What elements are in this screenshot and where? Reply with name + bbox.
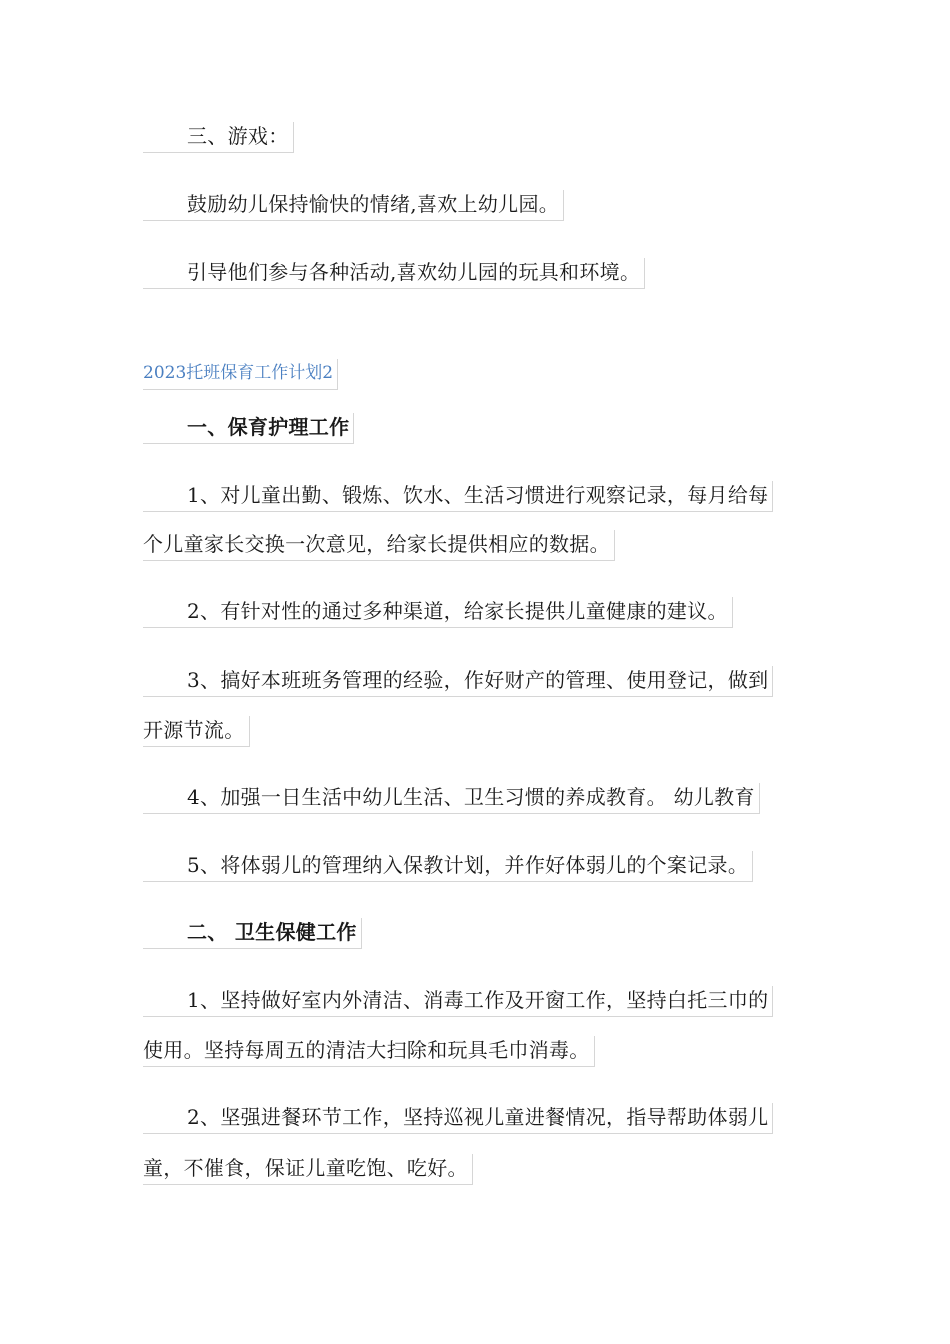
document-title-link[interactable]: 2023托班保育工作计划2 [143,359,338,390]
heading-health-work: 二、 卫生保健工作 [143,918,362,949]
paragraph-line: 2、有针对性的通过多种渠道，给家长提供儿童健康的建议。 [143,597,733,628]
paragraph-line: 1、对儿童出勤、锻炼、饮水、生活习惯进行观察记录，每月给每 [143,481,773,512]
paragraph-line: 5、将体弱儿的管理纳入保教计划，并作好体弱儿的个案记录。 [143,851,753,882]
paragraph-line: 开源节流。 [143,716,250,747]
paragraph-line: 2、坚强进餐环节工作，坚持巡视儿童进餐情况，指导帮助体弱儿 [143,1103,773,1134]
paragraph-line: 鼓励幼儿保持愉快的情绪,喜欢上幼儿园。 [143,190,564,221]
paragraph-line: 使用。坚持每周五的清洁大扫除和玩具毛巾消毒。 [143,1036,595,1067]
section-title-games: 三、游戏： [143,122,294,153]
paragraph-line: 3、搞好本班班务管理的经验，作好财产的管理、使用登记，做到 [143,666,773,697]
paragraph-line: 引导他们参与各种活动,喜欢幼儿园的玩具和环境。 [143,258,645,289]
paragraph-line: 4、加强一日生活中幼儿生活、卫生习惯的养成教育。 幼儿教育 [143,783,760,814]
heading-care-work: 一、保育护理工作 [143,413,354,444]
paragraph-line: 童，不催食，保证儿童吃饱、吃好。 [143,1154,473,1185]
paragraph-line: 1、坚持做好室内外清洁、消毒工作及开窗工作，坚持白托三巾的 [143,986,773,1017]
paragraph-line: 个儿童家长交换一次意见，给家长提供相应的数据。 [143,530,615,561]
